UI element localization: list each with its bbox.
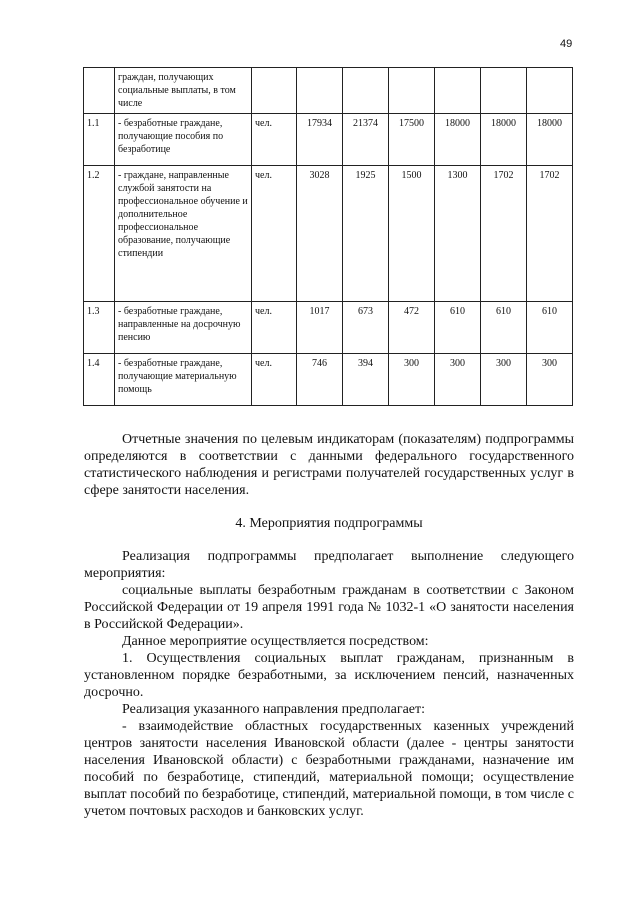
row-label: - безработные граждане, получающие материальную помощь	[115, 354, 252, 406]
row-value: 610	[481, 302, 527, 354]
paragraph: Отчетные значения по целевым индикаторам (показателям) подпрограммы определяются в соответствии с данными федерального государственного статистического наблюдения и регистрами получателей государственных услуг в сфере занятости населения.	[84, 432, 574, 498]
row-label: - безработные граждане, получающие пособия по безработице	[115, 114, 252, 166]
row-value: 300	[389, 354, 435, 406]
row-number: 1.3	[84, 302, 115, 354]
paragraph: Данное мероприятие осуществляется посредством:	[122, 634, 429, 649]
page-number: 49	[560, 38, 573, 50]
table-row	[84, 166, 573, 302]
row-value: 300	[435, 354, 481, 406]
row-number: 1.1	[84, 114, 115, 166]
row-value	[389, 68, 435, 114]
row-unit: чел.	[252, 114, 297, 166]
paragraph: социальные выплаты безработным гражданам в соответствии с Законом Российской Федерации от 19 апреля 1991 года № 1032-1 «О занятости населения в Российской Федерации».	[84, 583, 574, 632]
row-value: 17500	[389, 114, 435, 166]
indicators-table	[83, 67, 573, 406]
row-value: 1702	[481, 166, 527, 302]
row-value: 3028	[297, 166, 343, 302]
paragraph: Реализация подпрограммы предполагает выполнение следующего мероприятия:	[84, 549, 574, 581]
paragraph: Реализация указанного направления предполагает:	[122, 702, 426, 717]
row-unit	[252, 68, 297, 114]
row-unit: чел.	[252, 302, 297, 354]
row-value	[435, 68, 481, 114]
row-value: 1925	[343, 166, 389, 302]
paragraph: - взаимодействие областных государственных казенных учреждений центров занятости населения Ивановской области (далее - центры занятости населения Ивановской области) с безработными гражданами, назначение им пособий по безработице, стипендий, материальной помощи; осуществление выплат пособий по безработице, стипендий, материальной помощи, в том числе с учетом почтовых расходов и банковских услуг.	[84, 719, 574, 819]
row-number: 1.4	[84, 354, 115, 406]
row-value: 1702	[527, 166, 573, 302]
table-row	[84, 68, 573, 114]
row-value: 300	[527, 354, 573, 406]
row-value	[481, 68, 527, 114]
row-unit: чел.	[252, 166, 297, 302]
row-value	[527, 68, 573, 114]
row-value	[297, 68, 343, 114]
row-label: - граждане, направленные службой занятости на профессиональное обучение и дополнительное профессиональное образование, получающие стипендии	[115, 166, 252, 302]
row-value: 21374	[343, 114, 389, 166]
row-number: 1.2	[84, 166, 115, 302]
row-value: 18000	[527, 114, 573, 166]
row-value: 18000	[481, 114, 527, 166]
table-row	[84, 114, 573, 166]
row-value: 472	[389, 302, 435, 354]
row-label: - безработные граждане, направленные на досрочную пенсию	[115, 302, 252, 354]
row-unit: чел.	[252, 354, 297, 406]
row-value: 610	[527, 302, 573, 354]
table-row	[84, 302, 573, 354]
row-value: 673	[343, 302, 389, 354]
row-value: 610	[435, 302, 481, 354]
row-value: 1017	[297, 302, 343, 354]
row-value: 1500	[389, 166, 435, 302]
row-label: граждан, получающих социальные выплаты, в том числе	[115, 68, 252, 114]
row-value: 300	[481, 354, 527, 406]
body-text-2	[84, 548, 574, 820]
row-value: 17934	[297, 114, 343, 166]
row-value: 746	[297, 354, 343, 406]
paragraph: 1. Осуществления социальных выплат гражданам, признанным в установленном порядке безработными, за исключением пенсий, назначенных досрочно.	[84, 651, 574, 700]
row-number	[84, 68, 115, 114]
row-value: 1300	[435, 166, 481, 302]
body-text-1	[84, 431, 574, 499]
section-title: 4. Мероприятия подпрограммы	[235, 516, 423, 531]
row-value: 18000	[435, 114, 481, 166]
table-row	[84, 354, 573, 406]
row-value: 394	[343, 354, 389, 406]
row-value	[343, 68, 389, 114]
